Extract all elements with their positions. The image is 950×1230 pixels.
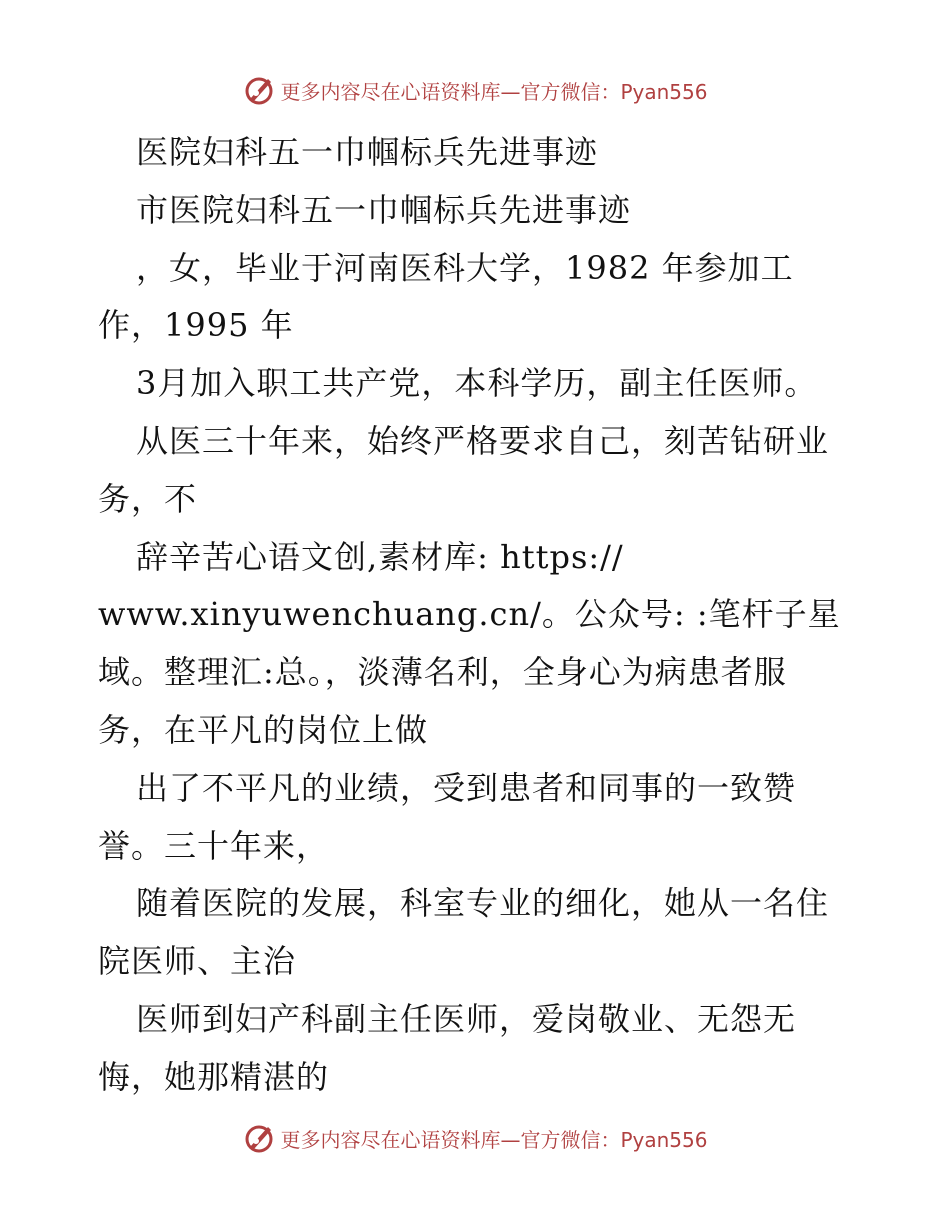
text-line: 医师到妇产科副主任医师，爱岗敬业、无怨无 — [136, 999, 797, 1038]
brush-logo-icon — [242, 1121, 276, 1155]
text-line: ，女，毕业于河南医科大学，1982 年参加工 — [136, 248, 794, 287]
brush-logo-icon — [242, 73, 276, 107]
document-body — [98, 124, 858, 1107]
text-line: 医院妇科五一巾帼标兵先进事迹 — [136, 133, 599, 171]
text-line: 誉。三十年来， — [98, 826, 330, 865]
text-line: 作，1995 年 — [98, 306, 294, 345]
text-line: 悔，她那精湛的 — [98, 1057, 330, 1096]
header-banner — [0, 70, 950, 110]
text-line: 院医师、主治 — [98, 942, 297, 981]
text-line: 市医院妇科五一巾帼标兵先进事迹 — [136, 190, 632, 229]
text-line: 域。整理汇:总。，淡薄名利，全身心为病患者服 — [98, 653, 787, 692]
footer-banner — [0, 1118, 950, 1158]
text-line: 出了不平凡的业绩，受到患者和同事的一致赞 — [136, 768, 797, 807]
text-line: www.xinyuwenchuang.cn/。公众号: :笔杆子星 — [98, 595, 841, 634]
text-line: 辞辛苦心语文创,素材库: https:// — [136, 537, 624, 576]
text-line: 务，在平凡的岗位上做 — [98, 710, 429, 749]
text-line: 从医三十年来，始终严格要求自己，刻苦钻研业 — [136, 421, 830, 460]
text-line: 务，不 — [98, 479, 198, 518]
text-line: 3月加入职工共产党，本科学历，副主任医师。 — [136, 364, 818, 403]
banner-text: 更多内容尽在心语资料库—官方微信：Pyan556 — [280, 79, 708, 104]
text-line: 随着医院的发展，科室专业的细化，她从一名住 — [136, 884, 830, 923]
banner-text: 更多内容尽在心语资料库—官方微信：Pyan556 — [280, 1127, 708, 1152]
